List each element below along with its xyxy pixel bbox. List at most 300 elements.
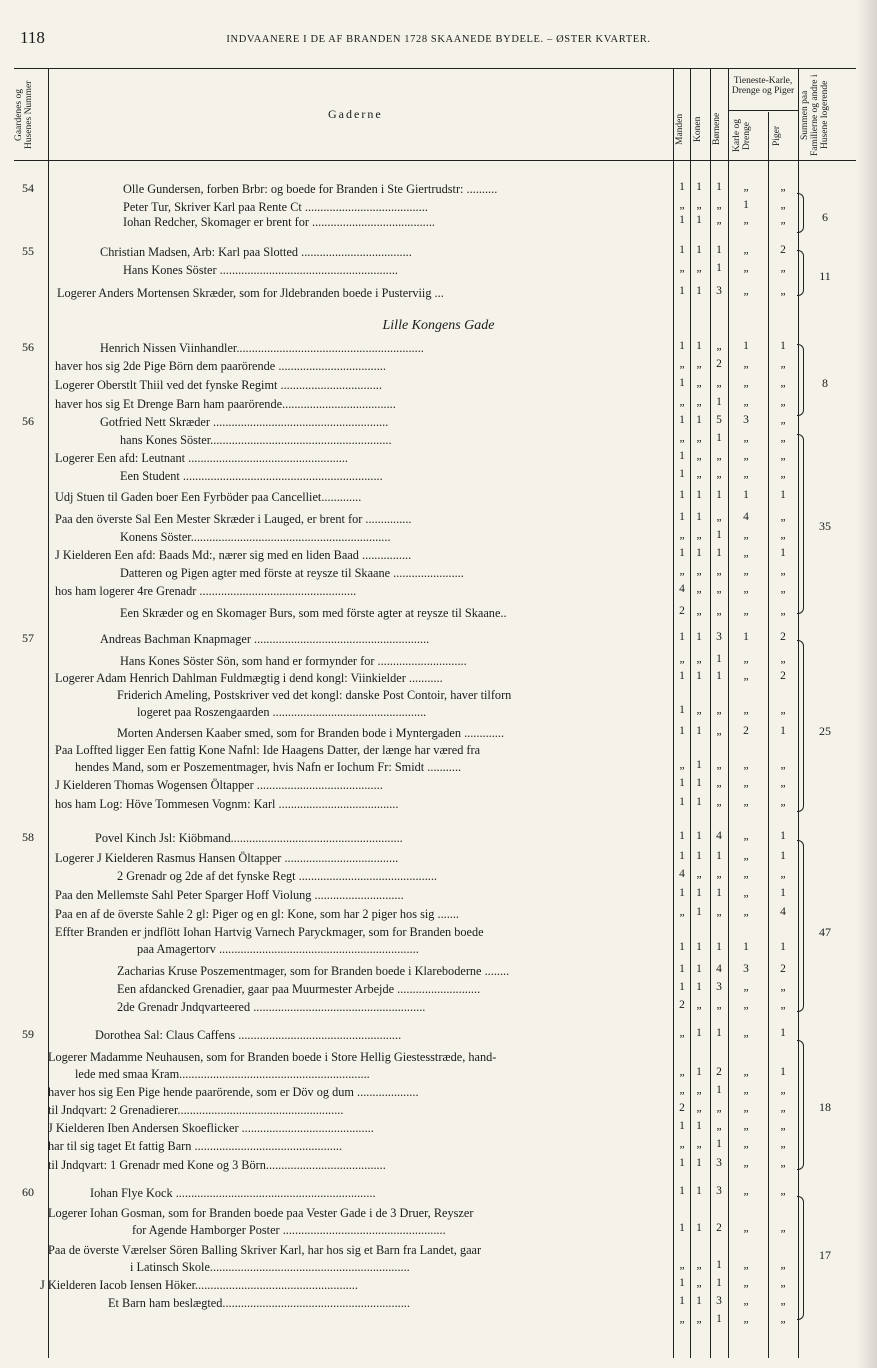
resident-entry: J Kielderen Thomas Wogensen Öltapper .........................................	[55, 778, 383, 792]
count-men: 1	[679, 414, 685, 426]
count-men-boys: „	[743, 670, 749, 682]
count-wives: 1	[696, 887, 702, 899]
house-number: 59	[22, 1027, 34, 1041]
count-children: 1	[716, 547, 722, 559]
table-row	[0, 1027, 877, 1045]
count-men: 1	[679, 244, 685, 256]
table-row	[0, 1084, 877, 1102]
count-children: „	[716, 1102, 722, 1114]
table-row	[0, 796, 877, 814]
count-wives: 1	[696, 725, 702, 737]
table-row	[0, 1242, 877, 1260]
count-men-boys: 3	[743, 414, 749, 426]
resident-entry: hendes Mand, som er Poszementmager, hvis Nafn er Iochum Fr: Smidt ...........	[75, 760, 462, 774]
resident-entry: Logerer Madamme Neuhausen, som for Branden boede i Store Hellig Giestesstræde, hand-	[48, 1050, 497, 1064]
count-children: „	[716, 511, 722, 523]
resident-entry: Effter Branden er jndflött Iohan Hartvig Varnech Paryckmager, som for Branden boede	[55, 925, 484, 939]
count-wives: 1	[696, 1027, 702, 1039]
resident-entry: haver hos sig Et Drenge Barn ham paarörende.....................................	[55, 397, 396, 411]
table-row	[0, 1049, 877, 1067]
count-wives: „	[696, 1138, 702, 1150]
count-men-boys: „	[743, 377, 749, 389]
count-men-boys: „	[743, 262, 749, 274]
count-men: 1	[679, 1295, 685, 1307]
count-children: 1	[716, 262, 722, 274]
count-girls: „	[780, 1313, 786, 1325]
table-row	[0, 887, 877, 905]
table-row	[0, 244, 877, 262]
count-men: „	[679, 396, 685, 408]
count-men: 1	[679, 1277, 685, 1289]
count-girls: 4	[780, 906, 786, 918]
table-row	[0, 262, 877, 280]
resident-entry: Henrich Nissen Viinhandler.............................................................	[100, 341, 424, 355]
count-wives: 1	[696, 941, 702, 953]
count-men-boys: „	[743, 468, 749, 480]
count-children: „	[716, 605, 722, 617]
count-girls: „	[780, 1185, 786, 1197]
count-men-boys: „	[743, 605, 749, 617]
resident-entry: Peter Tur, Skriver Karl paa Rente Ct ........................................	[123, 200, 428, 214]
count-children: 3	[716, 285, 722, 297]
family-total: 6	[822, 210, 828, 224]
header-wives: Konen	[693, 116, 703, 142]
count-children: 2	[716, 358, 722, 370]
count-men-boys: „	[743, 1295, 749, 1307]
resident-entry: Gotfried Nett Skræder .........................................................	[100, 415, 389, 429]
count-wives: 1	[696, 906, 702, 918]
count-men: „	[679, 1066, 685, 1078]
count-men-boys: „	[743, 1157, 749, 1169]
count-girls: „	[780, 468, 786, 480]
count-children: 1	[716, 941, 722, 953]
count-men-boys: „	[743, 432, 749, 444]
family-brace	[797, 640, 804, 812]
count-men: „	[679, 1313, 685, 1325]
count-girls: 1	[780, 1027, 786, 1039]
resident-entry: paa Amagertorv .................................................................	[137, 942, 419, 956]
table-row	[0, 1222, 877, 1240]
table-row	[0, 583, 877, 601]
count-girls: „	[780, 1102, 786, 1114]
count-children: „	[716, 999, 722, 1011]
count-girls: „	[780, 1259, 786, 1271]
resident-entry: Morten Andersen Kaaber smed, som for Branden bode i Myntergaden .............	[117, 726, 505, 740]
count-children: 1	[716, 1259, 722, 1271]
table-row	[0, 432, 877, 450]
count-wives: „	[696, 1102, 702, 1114]
count-men-boys: „	[743, 1259, 749, 1271]
table-row	[0, 489, 877, 507]
count-men-boys: „	[743, 1066, 749, 1078]
count-girls: „	[780, 432, 786, 444]
header-men: Manden	[675, 113, 685, 145]
count-men: 1	[679, 887, 685, 899]
count-men-boys: „	[743, 906, 749, 918]
count-men-boys: 1	[743, 340, 749, 352]
count-wives: „	[696, 868, 702, 880]
running-title: INDVAANERE I DE AF BRANDEN 1728 SKAANEDE BYDELE. – ØSTER KVARTER.	[226, 34, 651, 45]
table-row	[0, 704, 877, 722]
count-men-boys: „	[743, 887, 749, 899]
count-children: 1	[716, 489, 722, 501]
table-row	[0, 1295, 877, 1313]
count-men: 1	[679, 377, 685, 389]
count-wives: „	[696, 999, 702, 1011]
house-number: 57	[22, 631, 34, 645]
count-men: 1	[679, 777, 685, 789]
count-wives: 1	[696, 759, 702, 771]
count-wives: „	[696, 583, 702, 595]
table-row	[0, 1185, 877, 1203]
count-men: „	[679, 759, 685, 771]
count-men: 4	[679, 583, 685, 595]
count-children: 1	[716, 432, 722, 444]
count-wives: 1	[696, 830, 702, 842]
count-men: 1	[679, 963, 685, 975]
table-row	[0, 358, 877, 376]
count-wives: „	[696, 468, 702, 480]
table-row	[0, 450, 877, 468]
count-men-boys: „	[743, 285, 749, 297]
resident-entry: J Kielderen Iacob Iensen Höker.....................................................	[40, 1278, 358, 1292]
table-row	[0, 670, 877, 688]
count-men-boys: 3	[743, 963, 749, 975]
count-men-boys: „	[743, 653, 749, 665]
count-wives: 1	[696, 850, 702, 862]
count-girls: „	[780, 1277, 786, 1289]
count-wives: „	[696, 432, 702, 444]
count-men-boys: „	[743, 759, 749, 771]
count-wives: 1	[696, 414, 702, 426]
resident-entry: Logerer Oberstlt Thiil ved det fynske Regimt .................................	[55, 378, 382, 392]
count-girls: „	[780, 565, 786, 577]
count-men: „	[679, 565, 685, 577]
family-brace	[797, 1196, 804, 1320]
count-children: 3	[716, 631, 722, 643]
count-men: 1	[679, 1120, 685, 1132]
count-children: „	[716, 450, 722, 462]
count-men: „	[679, 1138, 685, 1150]
count-men: 1	[679, 1222, 685, 1234]
count-wives: 1	[696, 181, 702, 193]
count-men: „	[679, 906, 685, 918]
count-men-boys: 1	[743, 199, 749, 211]
count-men: 2	[679, 1102, 685, 1114]
count-girls: 1	[780, 850, 786, 862]
resident-entry: lede med smaa Kram..............................................................	[75, 1067, 370, 1081]
count-men-boys: „	[743, 830, 749, 842]
resident-entry: hans Kones Söster...........................................................	[120, 433, 392, 447]
resident-entry: Hans Kones Söster Sön, som hand er formynder for .............................	[120, 654, 467, 668]
table-row	[0, 1259, 877, 1277]
count-men-boys: „	[743, 704, 749, 716]
count-children: „	[716, 759, 722, 771]
count-wives: 1	[696, 1185, 702, 1197]
count-girls: „	[780, 396, 786, 408]
count-men: „	[679, 358, 685, 370]
resident-entry: Datteren og Pigen agter med förste at reysze til Skaane .......................	[120, 566, 464, 580]
family-total: 11	[819, 269, 831, 283]
resident-entry: logeret paa Roszengaarden ..................................................	[137, 705, 427, 719]
count-wives: 1	[696, 796, 702, 808]
count-girls: 1	[780, 830, 786, 842]
table-row	[0, 1066, 877, 1084]
street-subheading: Lille Kongens Gade	[382, 318, 495, 333]
count-children: 1	[716, 181, 722, 193]
family-total: 17	[819, 1248, 831, 1262]
count-men: 1	[679, 631, 685, 643]
table-row	[0, 1313, 877, 1331]
count-girls: 1	[780, 547, 786, 559]
count-men-boys: „	[743, 214, 749, 226]
count-men: 1	[679, 704, 685, 716]
count-men-boys: „	[743, 1027, 749, 1039]
count-wives: 1	[696, 1066, 702, 1078]
count-men-boys: „	[743, 1084, 749, 1096]
count-men-boys: „	[743, 1222, 749, 1234]
table-row	[0, 653, 877, 671]
house-number: 56	[22, 340, 34, 354]
count-wives: „	[696, 704, 702, 716]
count-wives: 1	[696, 1157, 702, 1169]
count-men-boys: „	[743, 999, 749, 1011]
count-wives: „	[696, 199, 702, 211]
count-girls: „	[780, 1084, 786, 1096]
family-total: 47	[819, 925, 831, 939]
count-girls: „	[780, 1222, 786, 1234]
count-wives: „	[696, 450, 702, 462]
count-girls: 2	[780, 963, 786, 975]
table-row	[0, 547, 877, 565]
table-row	[0, 830, 877, 848]
count-men: 1	[679, 941, 685, 953]
count-children: „	[716, 704, 722, 716]
resident-entry: Friderich Ameling, Postskriver ved det kongl: danske Post Contoir, haver tilforn	[117, 688, 512, 702]
table-row	[0, 1277, 877, 1295]
count-wives: 1	[696, 670, 702, 682]
resident-entry: haver hos sig Een Pige hende paarörende, som er Döv og dum ....................	[48, 1085, 419, 1099]
count-children: „	[716, 583, 722, 595]
count-men: 1	[679, 1185, 685, 1197]
count-men-boys: „	[743, 777, 749, 789]
count-wives: 1	[696, 214, 702, 226]
table-row	[0, 777, 877, 795]
count-wives: 1	[696, 511, 702, 523]
resident-entry: Konens Söster.................................................................	[120, 530, 391, 544]
table-row	[0, 981, 877, 999]
count-children: „	[716, 906, 722, 918]
count-children: „	[716, 565, 722, 577]
count-men: „	[679, 199, 685, 211]
count-girls: „	[780, 583, 786, 595]
count-wives: „	[696, 529, 702, 541]
resident-entry: Zacharias Kruse Poszementmager, som for Branden boede i Klareboderne ........	[117, 964, 510, 978]
resident-entry: Iohan Flye Kock .................................................................	[90, 1186, 376, 1200]
count-girls: 1	[780, 941, 786, 953]
table-row	[0, 414, 877, 432]
table-row	[0, 941, 877, 959]
resident-entry: Andreas Bachman Knapmager .........................................................	[100, 632, 430, 646]
count-men: 1	[679, 547, 685, 559]
count-girls: 1	[780, 1066, 786, 1078]
count-men-boys: „	[743, 358, 749, 370]
table-row	[0, 906, 877, 924]
count-men-boys: „	[743, 1277, 749, 1289]
count-men: „	[679, 529, 685, 541]
family-brace	[797, 434, 804, 614]
table-row	[0, 511, 877, 529]
count-wives: „	[696, 396, 702, 408]
count-children: „	[716, 777, 722, 789]
count-wives: „	[696, 1259, 702, 1271]
count-children: 1	[716, 670, 722, 682]
count-children: „	[716, 1120, 722, 1132]
family-total: 25	[819, 724, 831, 738]
resident-entry: til Jndqvart: 1 Grenadr med Kone og 3 Börn.......................................	[48, 1158, 386, 1172]
count-girls: „	[780, 414, 786, 426]
count-children: „	[716, 725, 722, 737]
count-men: 1	[679, 468, 685, 480]
count-wives: 1	[696, 244, 702, 256]
house-number: 56	[22, 414, 34, 428]
table-row	[0, 1157, 877, 1175]
count-children: „	[716, 377, 722, 389]
resident-entry: J Kielderen Iben Andersen Skoeflicker ...........................................	[48, 1121, 374, 1135]
count-children: 1	[716, 1313, 722, 1325]
header-total: Summen paa Familierne og andre i Husene logerende	[800, 74, 830, 156]
count-children: 4	[716, 963, 722, 975]
count-wives: 1	[696, 1295, 702, 1307]
count-girls: „	[780, 605, 786, 617]
resident-entry: Povel Kinch Jsl: Kiöbmand........................................................	[95, 831, 403, 845]
header-number: Gaardenes og Husenes Nummer	[14, 80, 34, 150]
resident-entry: Dorothea Sal: Claus Caffens .....................................................	[95, 1028, 402, 1042]
page-edge-shadow	[857, 0, 877, 1368]
table-row	[0, 850, 877, 868]
count-children: „	[716, 340, 722, 352]
count-men-boys: „	[743, 981, 749, 993]
table-row	[0, 868, 877, 886]
resident-entry: Een Skræder og en Skomager Burs, som med förste agter at reysze til Skaane..	[120, 606, 507, 620]
count-girls: „	[780, 377, 786, 389]
count-children: „	[716, 199, 722, 211]
count-girls: 1	[780, 489, 786, 501]
count-children: 1	[716, 850, 722, 862]
count-wives: „	[696, 1277, 702, 1289]
table-row	[0, 340, 877, 358]
count-girls: „	[780, 796, 786, 808]
house-number: 58	[22, 830, 34, 844]
resident-entry: Logerer Iohan Gosman, som for Branden boede paa Vester Gade i de 3 Druer, Reyszer	[48, 1206, 474, 1220]
table-row	[0, 963, 877, 981]
count-wives: 1	[696, 1222, 702, 1234]
count-men-boys: „	[743, 1102, 749, 1114]
count-men: „	[679, 653, 685, 665]
count-men: „	[679, 1259, 685, 1271]
count-children: 1	[716, 529, 722, 541]
count-men-boys: 2	[743, 725, 749, 737]
count-wives: 1	[696, 489, 702, 501]
count-girls: „	[780, 868, 786, 880]
count-girls: „	[780, 1120, 786, 1132]
count-wives: „	[696, 653, 702, 665]
family-brace	[797, 840, 804, 1012]
count-girls: 1	[780, 340, 786, 352]
table-row	[0, 396, 877, 414]
count-girls: „	[780, 285, 786, 297]
table-row	[0, 1138, 877, 1156]
count-wives: 1	[696, 631, 702, 643]
count-girls: „	[780, 981, 786, 993]
count-children: „	[716, 468, 722, 480]
table-row	[0, 742, 877, 760]
count-men: 1	[679, 285, 685, 297]
table-row	[0, 725, 877, 743]
family-brace	[797, 193, 804, 233]
resident-entry: Een Student .................................................................	[120, 469, 383, 483]
count-wives: „	[696, 1313, 702, 1325]
count-children: 3	[716, 981, 722, 993]
count-children: 1	[716, 653, 722, 665]
count-men: 1	[679, 181, 685, 193]
count-girls: „	[780, 1138, 786, 1150]
table-row	[0, 759, 877, 777]
table-row	[0, 529, 877, 547]
resident-entry: Iohan Redcher, Skomager er brent for ........................................	[123, 215, 435, 229]
count-girls: „	[780, 704, 786, 716]
count-wives: 1	[696, 981, 702, 993]
count-men: „	[679, 1084, 685, 1096]
family-brace	[797, 250, 804, 296]
resident-entry: hos ham logerer 4re Grenadr ...................................................	[55, 584, 357, 598]
count-wives: „	[696, 565, 702, 577]
header-children: Børnene	[712, 112, 722, 146]
count-girls: 2	[780, 631, 786, 643]
count-children: 2	[716, 1066, 722, 1078]
count-wives: „	[696, 358, 702, 370]
count-men: 1	[679, 511, 685, 523]
count-children: 3	[716, 1295, 722, 1307]
table-row	[0, 181, 877, 199]
header-men-boys: Karle og Drenge	[732, 119, 752, 153]
resident-entry: Udj Stuen til Gaden boer Een Fyrböder paa Cancelliet.............	[55, 490, 362, 504]
count-men: „	[679, 1027, 685, 1039]
count-men-boys: „	[743, 529, 749, 541]
count-children: 3	[716, 1185, 722, 1197]
header-street: Gaderne	[328, 107, 383, 121]
count-girls: 1	[780, 887, 786, 899]
count-men: 2	[679, 999, 685, 1011]
count-girls: „	[780, 450, 786, 462]
count-men: 1	[679, 340, 685, 352]
count-men: 1	[679, 214, 685, 226]
resident-entry: Logerer J Kielderen Rasmus Hansen Öltapper .....................................	[55, 851, 399, 865]
count-children: 1	[716, 887, 722, 899]
count-girls: „	[780, 199, 786, 211]
count-men: 1	[679, 450, 685, 462]
count-wives: 1	[696, 547, 702, 559]
count-men-boys: „	[743, 1185, 749, 1197]
resident-entry: Logerer Anders Mortensen Skræder, som for Jldebranden boede i Pusterviig ...	[57, 286, 444, 300]
table-row	[0, 377, 877, 395]
resident-entry: Paa den Mellemste Sahl Peter Sparger Hoff Violung .............................	[55, 888, 404, 902]
table-row	[0, 468, 877, 486]
count-wives: „	[696, 605, 702, 617]
count-men: 1	[679, 981, 685, 993]
count-wives: 1	[696, 777, 702, 789]
table-row	[0, 214, 877, 232]
